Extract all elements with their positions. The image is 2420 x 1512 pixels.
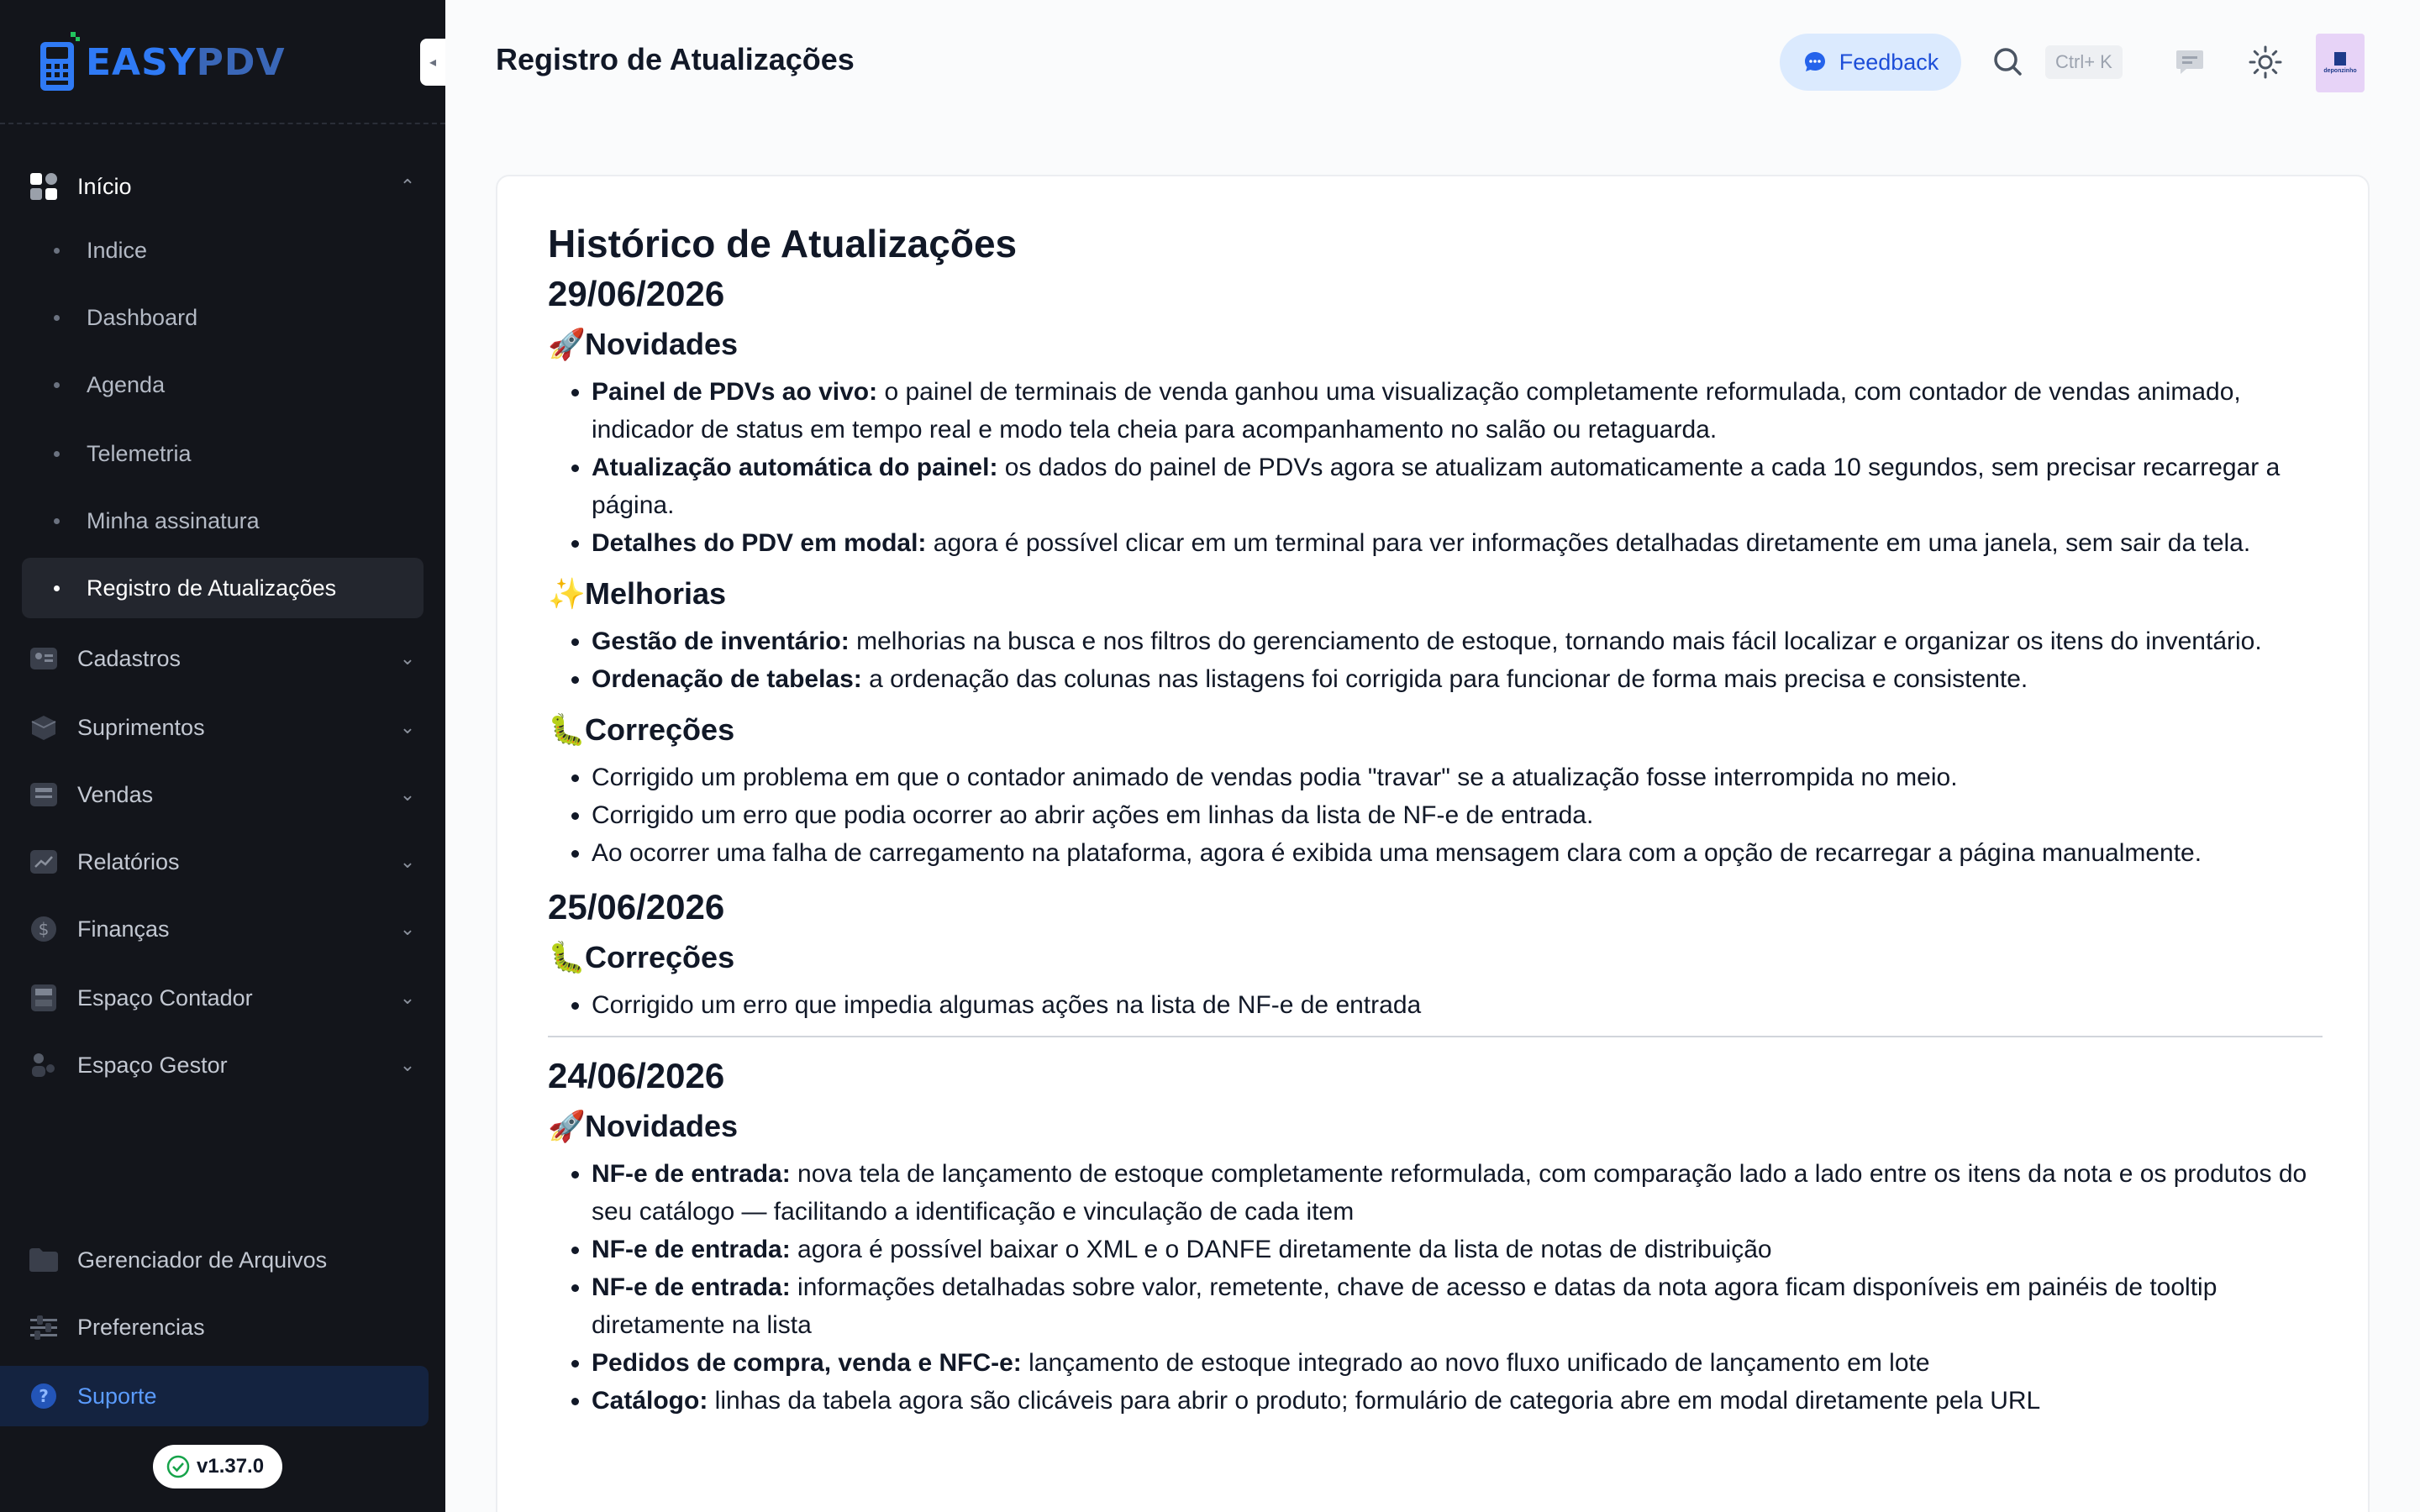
chevron-down-icon: ⌄ — [399, 987, 416, 1008]
nav-group-label: Cadastros — [77, 645, 182, 671]
list-item — [592, 1231, 2326, 1268]
nav-group-label: Relatórios — [77, 848, 180, 874]
chevron-up-icon: ⌃ — [399, 176, 416, 197]
nav-group-label: Espaço Contador — [77, 984, 253, 1011]
check-circle-icon — [166, 1455, 190, 1478]
item-title: Pedidos de compra, venda e NFC-e: — [592, 1349, 1022, 1377]
chat-bubble-icon — [1802, 50, 1828, 75]
list-item — [592, 622, 2326, 660]
item-text: agora é possível baixar o XML e o DANFE diretamente da lista de notas de distribuição — [790, 1236, 1772, 1263]
item-title: NF-e de entrada: — [592, 1160, 791, 1188]
list-item: • Corrigido um erro que podia ocorrer ao abrir ações em linhas da lista de NF-e de entrada. — [592, 796, 2326, 834]
list-item: • Corrigido um erro que impedia algumas ações na lista de NF-e de entrada — [592, 986, 2326, 1024]
feedback-label: Feedback — [1839, 49, 1939, 75]
sidebar-item-label: Dashboard — [87, 304, 198, 330]
list-item — [592, 1382, 2326, 1420]
novidades-list — [592, 1155, 2326, 1420]
nav-group-label: Espaço Gestor — [77, 1052, 228, 1078]
chevron-down-icon: ⌄ — [399, 918, 416, 939]
sidebar-item-label: Telemetria — [87, 440, 192, 466]
version-text: v1.37.0 — [197, 1455, 265, 1478]
sidebar-item-label: Agenda — [87, 371, 166, 397]
melhorias-list — [592, 622, 2326, 698]
section-title-label: Novidades — [585, 327, 739, 361]
bullet-icon — [54, 382, 60, 388]
box-icon — [29, 712, 59, 743]
page-title: Registro de Atualizações — [496, 42, 855, 76]
item-title: Ordenação de tabelas: — [592, 665, 862, 693]
item-title: Atualização automática do painel: — [592, 454, 998, 481]
nav-group-vendas[interactable] — [22, 764, 424, 825]
correcoes-list — [592, 986, 2326, 1024]
nav-item-label: Preferencias — [77, 1314, 205, 1340]
version-badge — [153, 1445, 282, 1488]
item-title: Detalhes do PDV em modal: — [592, 529, 927, 557]
nav-group-label: Finanças — [77, 916, 170, 942]
nav-group-suprimentos[interactable] — [22, 697, 424, 758]
changelog-content — [548, 220, 2326, 1431]
section-title-correcoes — [548, 937, 2326, 978]
item-text: linhas da tabela agora são clicáveis para abrir o produto; formulário de categoria abre em modal diretamente pela URL — [708, 1387, 2041, 1415]
sidebar-item-label: Registro de Atualizações — [87, 575, 337, 601]
section-title-label: Novidades — [585, 1109, 739, 1143]
list-item: • Corrigido um problema em que o contador animado de vendas podia "travar" se a atualização fosse interrompida no meio. — [592, 759, 2326, 796]
item-title: NF-e de entrada: — [592, 1236, 791, 1263]
item-title: Painel de PDVs ao vivo: — [592, 378, 878, 406]
bullet-icon — [54, 451, 60, 457]
nav-group-label: Início — [77, 173, 132, 199]
chevron-down-icon: ⌄ — [399, 1054, 416, 1075]
brand-name: EASYPDV — [86, 40, 286, 84]
nav-group-label: Suprimentos — [77, 714, 205, 740]
brand-logo[interactable] — [39, 29, 286, 96]
bug-icon: 🐛 — [548, 712, 586, 747]
novidades-list — [592, 373, 2326, 562]
rocket-icon: 🚀 — [548, 1109, 586, 1143]
nav-group-financas[interactable] — [22, 899, 424, 959]
search-shortcut-hint: Ctrl+ K — [2045, 45, 2123, 79]
rocket-icon: 🚀 — [548, 327, 586, 361]
section-title-melhorias — [548, 574, 2326, 614]
list-item: • Ao ocorrer uma falha de carregamento na plataforma, agora é exibida uma mensagem clara com a opção de recarregar a página manualmente. — [592, 834, 2326, 872]
release-date: 29/06/2026 — [548, 274, 725, 313]
bullet-icon — [54, 585, 60, 591]
pos-terminal-icon — [39, 30, 81, 94]
item-text: lançamento de estoque integrado ao novo fluxo unificado de lançamento em lote — [1021, 1349, 1930, 1377]
sparkles-icon: ✨ — [548, 576, 586, 611]
list-item — [592, 1344, 2326, 1382]
sidebar-item-registro-atualizacoes[interactable] — [22, 558, 424, 618]
sidebar-item-telemetria[interactable] — [22, 423, 424, 484]
sidebar-item-minha-assinatura[interactable] — [22, 491, 424, 551]
chevron-down-icon: ⌄ — [399, 717, 416, 738]
nav-group-espaco-gestor[interactable] — [22, 1035, 424, 1095]
sidebar-divider — [0, 123, 445, 124]
user-avatar[interactable] — [2316, 34, 2365, 92]
sidebar-item-agenda[interactable] — [22, 354, 424, 415]
register-icon — [29, 780, 59, 810]
changelog-heading: Histórico de Atualizações — [548, 222, 1018, 265]
item-text: informações detalhadas sobre valor, remetente, chave de acesso e datas da nota agora ficam disponíveis em painéis de tooltip diretamente na lista — [592, 1273, 2217, 1339]
nav-item-label: Suporte — [77, 1383, 157, 1409]
messages-icon[interactable] — [2173, 45, 2207, 79]
search-icon[interactable] — [1991, 45, 2025, 79]
nav-group-cadastros[interactable] — [22, 628, 424, 689]
collapse-sidebar-button[interactable] — [420, 39, 445, 86]
feedback-button[interactable] — [1780, 34, 1961, 91]
list-item — [592, 373, 2326, 449]
svg-text:$: $ — [38, 919, 50, 939]
section-title-label: Correções — [585, 940, 735, 974]
id-card-icon — [29, 643, 59, 674]
help-icon — [29, 1381, 59, 1411]
chevron-down-icon: ⌄ — [399, 784, 416, 805]
nav-group-inicio[interactable] — [22, 156, 424, 217]
list-item — [592, 660, 2326, 698]
folder-icon — [29, 1245, 59, 1275]
list-item — [592, 1155, 2326, 1231]
nav-item-gerenciador-arquivos[interactable] — [22, 1230, 424, 1290]
chevron-down-icon: ⌄ — [399, 648, 416, 669]
item-text: melhorias na busca e nos filtros do gerenciamento de estoque, tornando mais fácil localizar e organizar os itens do inventário. — [849, 627, 2262, 655]
nav-group-label: Vendas — [77, 781, 154, 807]
section-title-correcoes — [548, 710, 2326, 750]
release-date: 24/06/2026 — [548, 1056, 725, 1095]
section-title-label: Melhorias — [585, 576, 727, 611]
nav-item-suporte[interactable] — [0, 1366, 429, 1426]
chart-icon — [29, 847, 59, 877]
nav-group-espaco-contador[interactable] — [22, 968, 424, 1028]
bullet-icon — [54, 248, 60, 254]
section-title-novidades — [548, 1106, 2326, 1147]
theme-toggle-sun-icon[interactable] — [2247, 44, 2284, 81]
list-item — [592, 524, 2326, 562]
sidebar — [0, 0, 445, 1512]
sidebar-item-label: Indice — [87, 237, 148, 263]
chevron-down-icon: ⌄ — [399, 851, 416, 872]
item-text: a ordenação das colunas nas listagens foi corrigida para funcionar de forma mais precisa e consistente. — [861, 665, 2028, 693]
correcoes-list — [592, 759, 2326, 872]
calculator-icon — [29, 983, 59, 1013]
item-title: Catálogo: — [592, 1387, 708, 1415]
sliders-icon — [29, 1312, 59, 1342]
bullet-icon — [54, 518, 60, 524]
sidebar-item-dashboard[interactable] — [22, 287, 424, 348]
sidebar-item-label: Minha assinatura — [87, 507, 260, 533]
bug-icon: 🐛 — [548, 940, 586, 974]
avatar-label: deponzinho — [2323, 68, 2357, 74]
item-text: nova tela de lançamento de estoque completamente reformulada, com comparação lado a lado entre os itens da nota e os produtos do seu catálogo — facilitando a identificação e vinculação de cada item — [592, 1160, 2307, 1226]
bullet-icon — [54, 315, 60, 321]
changelog-card — [496, 175, 2370, 1512]
list-item — [592, 1268, 2326, 1344]
avatar-logo-icon — [2334, 52, 2346, 66]
sidebar-item-indice[interactable] — [22, 220, 424, 281]
manager-icon — [29, 1050, 59, 1080]
item-text: agora é possível clicar em um terminal para ver informações detalhadas diretamente em uma janela, sem sair da tela. — [926, 529, 2251, 557]
item-title: Gestão de inventário: — [592, 627, 850, 655]
nav-group-relatorios[interactable] — [22, 832, 424, 892]
dashboard-icon — [29, 171, 59, 202]
release-date: 25/06/2026 — [548, 887, 725, 927]
item-text: os dados do painel de PDVs agora se atualizam automaticamente a cada 10 segundos, sem precisar recarregar a página. — [592, 454, 2281, 519]
chevron-left-icon: ◂ — [429, 55, 437, 70]
svg-text:?: ? — [39, 1386, 49, 1406]
dollar-icon — [29, 914, 59, 944]
section-title-novidades — [548, 324, 2326, 365]
section-title-label: Correções — [585, 712, 735, 747]
nav-item-label: Gerenciador de Arquivos — [77, 1247, 328, 1273]
nav-item-preferencias[interactable] — [22, 1297, 424, 1357]
release-divider — [548, 1036, 2323, 1037]
item-title: NF-e de entrada: — [592, 1273, 791, 1301]
item-text: o painel de terminais de venda ganhou uma visualização completamente reformulada, com contador de vendas animado, indicador de status em tempo real e modo tela cheia para acompanhamento no salão ou retaguarda. — [592, 378, 2241, 444]
list-item — [592, 449, 2326, 524]
